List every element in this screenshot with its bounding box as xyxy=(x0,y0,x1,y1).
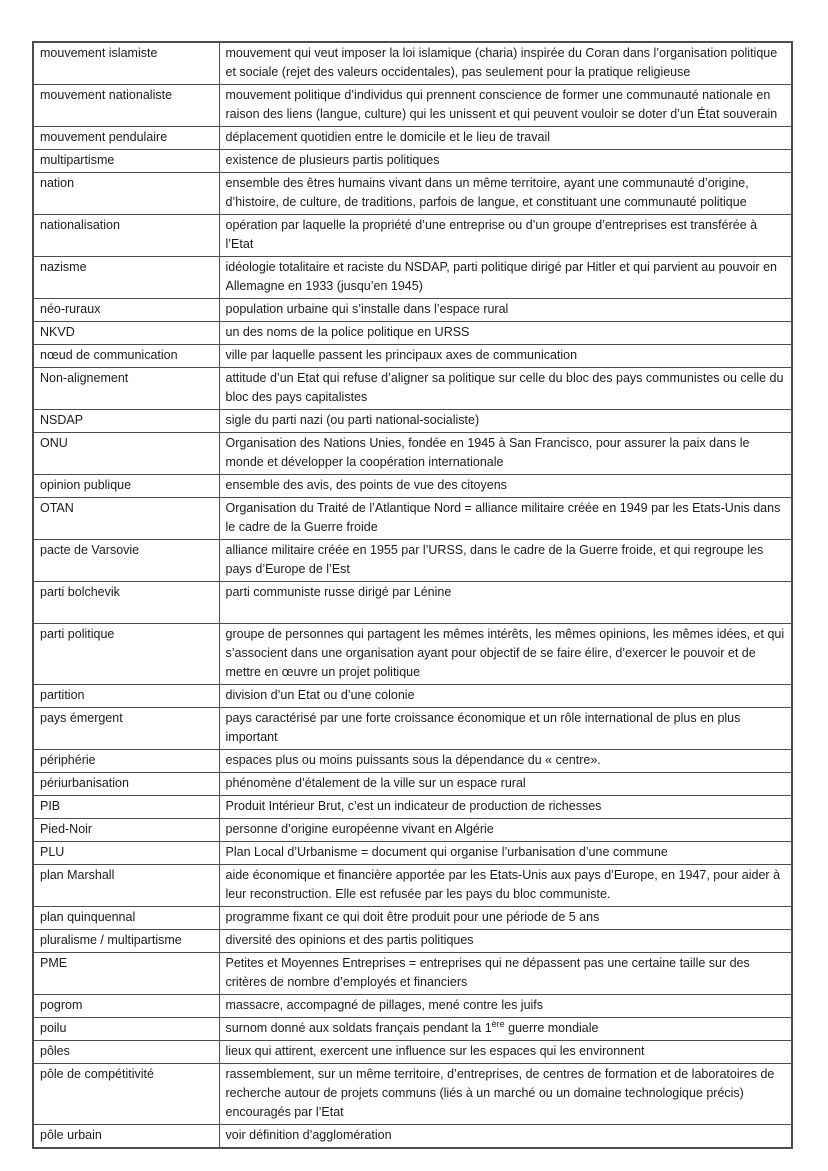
glossary-row xyxy=(33,85,792,127)
term-cell: nœud de communication xyxy=(33,345,219,368)
term-cell: multipartisme xyxy=(33,150,219,173)
glossary-row xyxy=(33,685,792,708)
glossary-row xyxy=(33,127,792,150)
glossary-row xyxy=(33,42,792,85)
glossary-row xyxy=(33,750,792,773)
term-cell: néo-ruraux xyxy=(33,299,219,322)
definition-cell: massacre, accompagné de pillages, mené contre les juifs xyxy=(219,995,792,1018)
term-cell: nationalisation xyxy=(33,215,219,257)
term-cell: mouvement pendulaire xyxy=(33,127,219,150)
definition-cell: espaces plus ou moins puissants sous la dépendance du « centre». xyxy=(219,750,792,773)
term-cell: pôles xyxy=(33,1041,219,1064)
glossary-row xyxy=(33,930,792,953)
glossary-row xyxy=(33,475,792,498)
definition-cell: Produit Intérieur Brut, c’est un indicateur de production de richesses xyxy=(219,796,792,819)
glossary-row xyxy=(33,433,792,475)
glossary-table xyxy=(32,41,793,1149)
glossary-row xyxy=(33,345,792,368)
glossary-row xyxy=(33,322,792,345)
glossary-row xyxy=(33,1041,792,1064)
term-cell: nazisme xyxy=(33,257,219,299)
term-cell: Pied-Noir xyxy=(33,819,219,842)
term-cell: mouvement nationaliste xyxy=(33,85,219,127)
definition-cell: ville par laquelle passent les principaux axes de communication xyxy=(219,345,792,368)
glossary-row xyxy=(33,299,792,322)
glossary-row xyxy=(33,865,792,907)
definition-cell: Organisation du Traité de l’Atlantique Nord = alliance militaire créée en 1949 par les Etats-Unis dans le cadre de la Guerre froide xyxy=(219,498,792,540)
glossary-row xyxy=(33,173,792,215)
superscript-text: ère xyxy=(491,1018,505,1029)
definition-cell: idéologie totalitaire et raciste du NSDAP, parti politique dirigé par Hitler et qui parvient au pouvoir en Allemagne en 1933 (jusqu’en 1945) xyxy=(219,257,792,299)
term-cell: poilu xyxy=(33,1018,219,1041)
term-cell: opinion publique xyxy=(33,475,219,498)
term-cell: NKVD xyxy=(33,322,219,345)
term-cell: pogrom xyxy=(33,995,219,1018)
term-cell: partition xyxy=(33,685,219,708)
glossary-row xyxy=(33,708,792,750)
term-cell: NSDAP xyxy=(33,410,219,433)
glossary-row xyxy=(33,796,792,819)
glossary-row xyxy=(33,907,792,930)
term-cell: pôle urbain xyxy=(33,1125,219,1149)
definition-cell: phénomène d’étalement de la ville sur un espace rural xyxy=(219,773,792,796)
term-cell: pays émergent xyxy=(33,708,219,750)
glossary-row xyxy=(33,257,792,299)
glossary-row xyxy=(33,953,792,995)
definition-text: surnom donné aux soldats français pendant la 1 xyxy=(225,1021,492,1035)
glossary-table-body xyxy=(33,42,792,1148)
term-cell: PME xyxy=(33,953,219,995)
definition-cell: déplacement quotidien entre le domicile et le lieu de travail xyxy=(219,127,792,150)
term-cell: ONU xyxy=(33,433,219,475)
definition-cell: Plan Local d’Urbanisme = document qui organise l’urbanisation d’une commune xyxy=(219,842,792,865)
definition-cell: un des noms de la police politique en URSS xyxy=(219,322,792,345)
glossary-row xyxy=(33,368,792,410)
definition-cell: Organisation des Nations Unies, fondée en 1945 à San Francisco, pour assurer la paix dans le monde et développer la coopération internationale xyxy=(219,433,792,475)
definition-cell: pays caractérisé par une forte croissance économique et un rôle international de plus en plus important xyxy=(219,708,792,750)
term-cell: Non-alignement xyxy=(33,368,219,410)
glossary-row xyxy=(33,1018,792,1041)
glossary-row xyxy=(33,624,792,685)
glossary-row xyxy=(33,540,792,582)
definition-cell: programme fixant ce qui doit être produit pour une période de 5 ans xyxy=(219,907,792,930)
definition-cell: Petites et Moyennes Entreprises = entreprises qui ne dépassent pas une certaine taille sur des critères de nombre d’employés et financiers xyxy=(219,953,792,995)
definition-cell: ensemble des avis, des points de vue des citoyens xyxy=(219,475,792,498)
definition-cell: diversité des opinions et des partis politiques xyxy=(219,930,792,953)
glossary-row xyxy=(33,215,792,257)
term-cell: PLU xyxy=(33,842,219,865)
term-cell: pôle de compétitivité xyxy=(33,1064,219,1125)
definition-cell: mouvement politique d’individus qui prennent conscience de former une communauté nationale en raison des liens (langue, culture) qui les unissent et qui peuvent vouloir se doter d’un État souverain xyxy=(219,85,792,127)
definition-cell: personne d’origine européenne vivant en Algérie xyxy=(219,819,792,842)
definition-cell: mouvement qui veut imposer la loi islamique (charia) inspirée du Coran dans l’organisation politique et sociale (rejet des valeurs occidentales), pas seulement pour la pratique religieuse xyxy=(219,42,792,85)
definition-cell: alliance militaire créée en 1955 par l’URSS, dans le cadre de la Guerre froide, et qui regroupe les pays d’Europe de l’Est xyxy=(219,540,792,582)
definition-cell: population urbaine qui s’installe dans l’espace rural xyxy=(219,299,792,322)
definition-cell: parti communiste russe dirigé par Lénine xyxy=(219,582,792,624)
glossary-row xyxy=(33,773,792,796)
glossary-row xyxy=(33,1064,792,1125)
definition-cell: opération par laquelle la propriété d’une entreprise ou d’un groupe d’entreprises est transférée à l’Etat xyxy=(219,215,792,257)
term-cell: pacte de Varsovie xyxy=(33,540,219,582)
definition-text: guerre mondiale xyxy=(504,1021,599,1035)
term-cell: pluralisme / multipartisme xyxy=(33,930,219,953)
definition-cell xyxy=(219,1018,792,1041)
glossary-row xyxy=(33,410,792,433)
glossary-row xyxy=(33,498,792,540)
definition-cell: rassemblement, sur un même territoire, d’entreprises, de centres de formation et de laboratoires de recherche autour de projets communs (liés à un marché ou un domaine technologique précis) encouragés par l’Etat xyxy=(219,1064,792,1125)
term-cell: plan quinquennal xyxy=(33,907,219,930)
term-cell: OTAN xyxy=(33,498,219,540)
glossary-row xyxy=(33,1125,792,1149)
glossary-row xyxy=(33,819,792,842)
definition-cell: groupe de personnes qui partagent les mêmes intérêts, les mêmes opinions, les mêmes idées, et qui s’associent dans une organisation ayant pour objectif de se faire élire, d’exercer le pouvoir et de mettre en œuvre un projet politique xyxy=(219,624,792,685)
term-cell: parti politique xyxy=(33,624,219,685)
term-cell: parti bolchevik xyxy=(33,582,219,624)
definition-cell: division d’un Etat ou d’une colonie xyxy=(219,685,792,708)
glossary-row xyxy=(33,150,792,173)
definition-cell: aide économique et financière apportée par les Etats-Unis aux pays d’Europe, en 1947, pour aider à leur reconstruction. Elle est refusée par les pays du bloc communiste. xyxy=(219,865,792,907)
definition-cell: voir définition d’agglomération xyxy=(219,1125,792,1149)
term-cell: PIB xyxy=(33,796,219,819)
term-cell: plan Marshall xyxy=(33,865,219,907)
term-cell: nation xyxy=(33,173,219,215)
glossary-row xyxy=(33,582,792,624)
definition-cell: lieux qui attirent, exercent une influence sur les espaces qui les environnent xyxy=(219,1041,792,1064)
definition-cell: sigle du parti nazi (ou parti national-socialiste) xyxy=(219,410,792,433)
term-cell: périphérie xyxy=(33,750,219,773)
definition-cell: ensemble des êtres humains vivant dans un même territoire, ayant une communauté d’origine, d’histoire, de culture, de traditions, parfois de langue, et constituant une communauté politique xyxy=(219,173,792,215)
definition-cell: attitude d’un Etat qui refuse d’aligner sa politique sur celle du bloc des pays communistes ou celle du bloc des pays capitalistes xyxy=(219,368,792,410)
glossary-row xyxy=(33,995,792,1018)
term-cell: périurbanisation xyxy=(33,773,219,796)
term-cell: mouvement islamiste xyxy=(33,42,219,85)
definition-cell: existence de plusieurs partis politiques xyxy=(219,150,792,173)
glossary-row xyxy=(33,842,792,865)
